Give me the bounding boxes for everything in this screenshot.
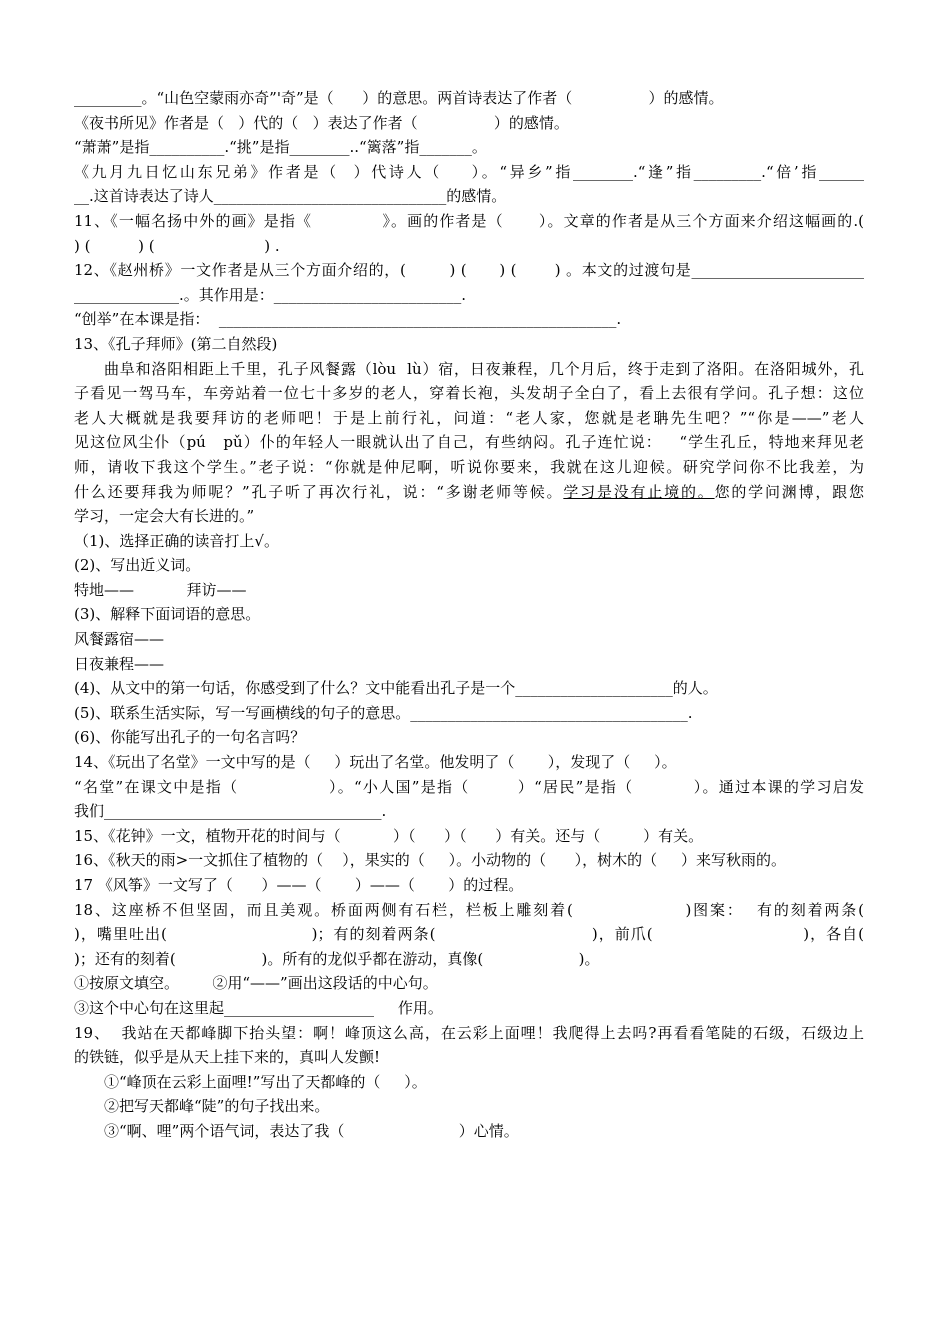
line-text: 日夜兼程——	[74, 654, 165, 673]
line-text: (4)、从文中的第一句话，你感受到了什么？文中能看出孔子是一个_____________________的人。	[74, 679, 718, 698]
text-line	[74, 996, 864, 1021]
text-line	[74, 652, 864, 677]
text-line	[74, 602, 864, 627]
line-text: 18、这座桥不但坚固，而且美观。桥面两侧有石栏，栏板上雕刻着( )图案： 有的刻着两条(	[74, 900, 864, 919]
text-line	[74, 701, 864, 726]
text-line	[74, 873, 864, 898]
line-text: 19、 我站在天都峰脚下抬头望：啊！峰顶这么高，在云彩上面哩！我爬得上去吗?再看看笔陡的石级，石级边上	[74, 1023, 864, 1042]
line-text: __.这首诗表达了诗人_______________________________的感情。	[74, 187, 507, 206]
underlined-sentence: 学习是没有止境的。	[563, 482, 715, 501]
line-text: 12、《赵州桥》一文作者是从三个方面介绍的，( ) ( ) ( ) 。本文的过渡句是_______________________	[74, 261, 864, 280]
line-text: ③“啊、哩”两个语气词，表达了我（ ）心情。	[104, 1121, 519, 1140]
text-line	[74, 160, 864, 185]
line-text: ②把写天都峰“陡”的句子找出来。	[104, 1097, 330, 1116]
line-text: 15、《花钟》一文，植物开花的时间与（ ）（ ）（ ）有关。还与（ ）有关。	[74, 826, 704, 845]
line-text: 《九月九日忆山东兄弟》作者是（ ）代诗人（ ）。“异乡”指________.“逢”指_________.“倍’指______	[74, 162, 864, 181]
text-line	[74, 725, 864, 750]
text-line	[74, 406, 864, 431]
text-line	[74, 430, 864, 455]
line-text: ) ( ) ( ) .	[74, 236, 280, 255]
line-text: 16、《秋天的雨>一文抓住了植物的（ ），果实的（ ）。小动物的（ ），树木的（ ）来写秋雨的。	[74, 851, 787, 870]
text-line	[74, 848, 864, 873]
line-text: “创举”在本课是指： _____________________________________________________.	[74, 310, 622, 329]
text-line	[74, 1045, 864, 1070]
line-text: ③这个中心句在这里起____________________ 作用。	[74, 998, 443, 1017]
text-line	[74, 455, 864, 480]
text-line	[74, 529, 864, 554]
text-line	[74, 504, 864, 529]
text-line	[74, 553, 864, 578]
text-line	[74, 480, 864, 505]
text-line	[74, 1094, 864, 1119]
line-text: (5)、联系生活实际，写一写画横线的句子的意思。_____________________________________.	[74, 703, 693, 722]
line-text: 特地—— 拜访——	[74, 580, 247, 599]
line-text: 我们_____________________________________.	[74, 802, 387, 821]
text-line	[74, 209, 864, 234]
text-line	[74, 750, 864, 775]
line-text-after: 您的学问渊博，跟您	[714, 482, 864, 501]
line-text: 见这位风尘仆（pú pǔ）仆的年轻人一眼就认出了自己，有些纳闷。孔子连忙说： “学生孔丘，特地来拜见老	[74, 433, 864, 452]
line-text: ①“峰顶在云彩上面哩!”写出了天都峰的（ ）。	[104, 1072, 427, 1091]
text-line	[74, 824, 864, 849]
worksheet-page	[74, 86, 864, 1144]
line-text: ______________.。其作用是：_________________________.	[74, 285, 467, 304]
line-text: 师，请收下我这个学生。”老子说：“你就是仲尼啊，听说你要来，我就在这儿迎候。研究学问你不比我差，为	[74, 457, 864, 476]
line-text: (6)、你能写出孔子的一句名言吗？	[74, 728, 306, 747]
line-text: 17 《风筝》一文写了（ ）——（ ）——（ ）的过程。	[74, 876, 524, 894]
line-text: )，嘴里吐出( )；有的刻着两条( )，前爪( )，各自(	[74, 925, 864, 944]
text-line	[74, 922, 864, 947]
line-text: (3)、解释下面词语的意思。	[74, 605, 261, 624]
line-text: 曲阜和洛阳相距上千里，孔子风餐露（lòu lù）宿，日夜兼程，几个月后，终于走到了洛阳。在洛阳城外，孔	[104, 359, 864, 378]
text-line	[74, 898, 864, 923]
text-line	[74, 971, 864, 996]
text-line	[74, 357, 864, 382]
line-text: 11、《一幅名扬中外的画》是指《 》。画的作者是（ ）。文章的作者是从三个方面来介绍这幅画的.(	[74, 211, 864, 230]
line-text: _________。“山色空蒙雨亦奇”'奇”是（ ）的意思。两首诗表达了作者（ ）的感情。	[74, 89, 724, 107]
line-text: 什么还要拜我为师呢？”孔子听了再次行礼，说：“多谢老师等候。	[74, 482, 564, 501]
line-text: 的铁链，似乎是从天上挂下来的，真叫人发颤!	[74, 1048, 381, 1067]
text-line	[74, 1070, 864, 1095]
text-line	[74, 381, 864, 406]
text-line	[74, 111, 864, 136]
text-line	[74, 676, 864, 701]
line-text: 学习，一定会大有长进的。”	[74, 507, 255, 526]
line-text: （1)、选择正确的读音打上√。	[74, 531, 279, 550]
text-line	[74, 578, 864, 603]
text-line	[74, 799, 864, 824]
line-text: 风餐露宿——	[74, 630, 165, 649]
text-line	[74, 947, 864, 972]
line-text: 老人大概就是我要拜访的老师吧！于是上前行礼，问道：“老人家，您就是老聃先生吧？”“你是——”老人	[74, 408, 864, 427]
line-text: ①按原文填空。 ②用“——”画出这段话的中心句。	[74, 974, 438, 993]
text-line	[74, 1119, 864, 1144]
text-line	[74, 86, 864, 111]
text-line	[74, 135, 864, 160]
text-line	[74, 627, 864, 652]
line-text: (2)、写出近义词。	[74, 556, 201, 575]
line-text: )；还有的刻着( )。所有的龙似乎都在游动，真像( )。	[74, 949, 600, 968]
text-line	[74, 332, 864, 357]
text-line	[74, 258, 864, 283]
text-line	[74, 775, 864, 800]
text-line	[74, 283, 864, 308]
line-text: “名堂”在课文中是指（ ）。“小人国”是指（ ）“居民”是指（ ）。通过本课的学习启发	[74, 777, 864, 796]
text-line	[74, 307, 864, 332]
line-text: 《夜书所见》作者是（ ）代的（ ）表达了作者（ ）的感情。	[74, 113, 569, 132]
text-line	[74, 1021, 864, 1046]
line-text: 子看见一驾马车，车旁站着一位七十多岁的老人，穿着长袍，头发胡子全白了，看上去很有学问。孔子想：这位	[74, 384, 864, 403]
text-line	[74, 234, 864, 259]
line-text: 13、《孔子拜师》(第二自然段)	[74, 334, 278, 353]
line-text: “萧萧”是指__________.“挑”是指________..“篱落”指_______。	[74, 138, 487, 157]
text-line	[74, 184, 864, 209]
line-text: 14、《玩出了名堂》一文中写的是（ ）玩出了名堂。他发明了（ ），发现了（ ）。	[74, 753, 677, 772]
